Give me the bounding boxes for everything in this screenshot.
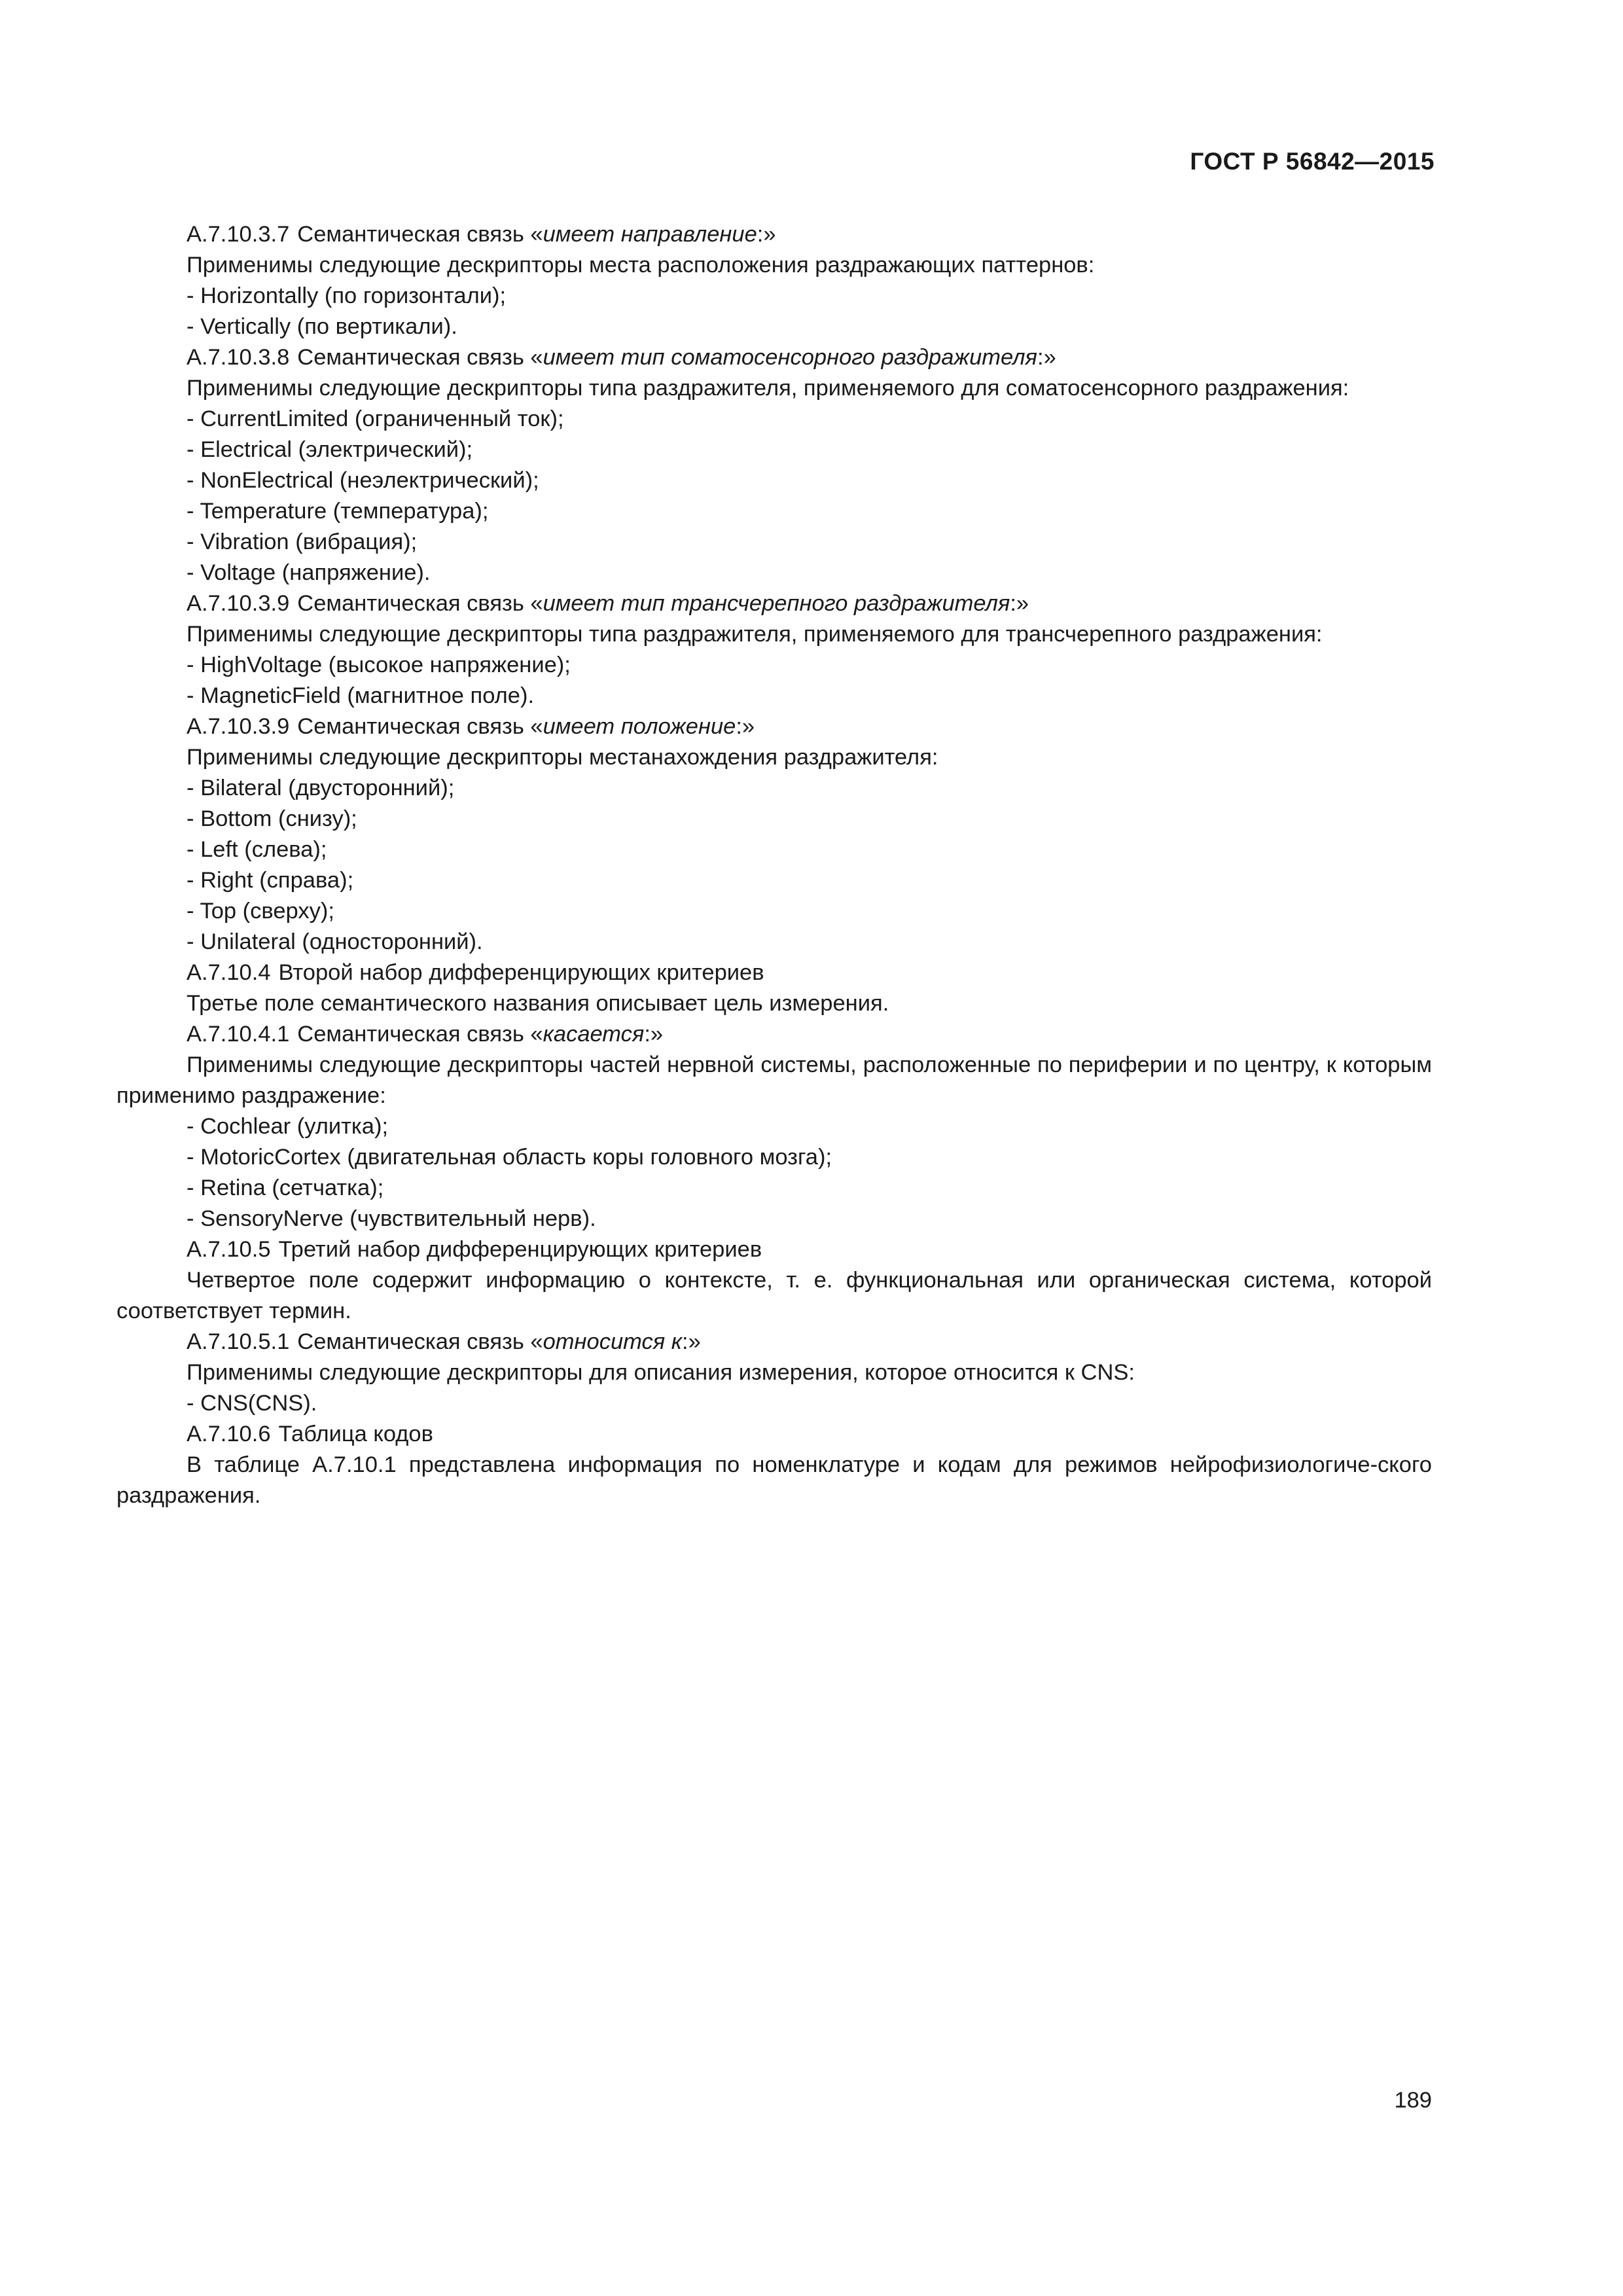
section-heading: А.7.10.4.1 Семантическая связь «касается:» xyxy=(116,1019,1432,1050)
paragraph: Применимы следующие дескрипторы типа раздражителя, применяемого для соматосенсорного раздражения: xyxy=(187,376,1349,401)
section-heading: А.7.10.3.7 Семантическая связь «имеет направление:» xyxy=(116,219,1432,250)
list-item: - CNS(CNS). xyxy=(187,1391,317,1416)
section-heading: А.7.10.6 Таблица кодов xyxy=(116,1419,1432,1450)
paragraph: Применимы следующие дескрипторы частей нервной системы, расположенные по периферии и по центру, к которым применимо раздражение: xyxy=(116,1052,1432,1108)
list-item: - Temperature (температура); xyxy=(187,499,489,524)
page-number: 189 xyxy=(1394,2088,1432,2113)
clause-number: А.7.10.6 xyxy=(187,1422,271,1446)
section-heading: А.7.10.3.9 Семантическая связь «имеет тип трансчерепного раздражителя:» xyxy=(116,588,1432,619)
list-item: - Vertically (по вертикали). xyxy=(187,314,457,339)
list-item: - MagneticField (магнитное поле). xyxy=(187,683,535,708)
paragraph: Применимы следующие дескрипторы места расположения раздражающих паттернов: xyxy=(187,253,1095,278)
list-item: - Voltage (напряжение). xyxy=(187,560,431,585)
list-item: - Top (сверху); xyxy=(187,899,334,924)
clause-number: А.7.10.5.1 xyxy=(187,1329,290,1354)
paragraph: Применимы следующие дескрипторы типа раздражителя, применяемого для трансчерепного раздражения: xyxy=(187,622,1323,647)
clause-number: А.7.10.4.1 xyxy=(187,1022,290,1047)
list-item: - Left (слева); xyxy=(187,837,327,862)
list-item: - MotoricCortex (двигательная область коры головного мозга); xyxy=(187,1145,832,1170)
list-item: - Horizontally (по горизонтали); xyxy=(187,283,507,308)
list-item: - CurrentLimited (ограниченный ток); xyxy=(187,406,564,431)
list-item: - NonElectrical (неэлектрический); xyxy=(187,468,539,493)
paragraph: Применимы следующие дескрипторы местанахождения раздражителя: xyxy=(187,745,938,770)
paragraph: Применимы следующие дескрипторы для описания измерения, которое относится к CNS: xyxy=(187,1360,1135,1385)
list-item: - Unilateral (односторонний). xyxy=(187,929,483,954)
list-item: - Electrical (электрический); xyxy=(187,437,473,462)
list-item: - Retina (сетчатка); xyxy=(187,1175,384,1200)
section-heading: А.7.10.5 Третий набор дифференцирующих критериев xyxy=(116,1234,1432,1265)
list-item: - Bottom (снизу); xyxy=(187,806,357,831)
clause-number: А.7.10.5 xyxy=(187,1237,271,1262)
section-heading: А.7.10.3.9 Семантическая связь «имеет положение:» xyxy=(116,711,1432,742)
section-heading: А.7.10.3.8 Семантическая связь «имеет тип соматосенсорного раздражителя:» xyxy=(116,342,1432,373)
clause-number: А.7.10.3.9 xyxy=(187,714,290,739)
paragraph: В таблице А.7.10.1 представлена информация по номенклатуре и кодам для режимов нейрофизиологиче-ского раздражения. xyxy=(116,1452,1432,1508)
clause-number: А.7.10.3.8 xyxy=(187,345,290,370)
list-item: - Bilateral (двусторонний); xyxy=(187,776,455,800)
document-code: ГОСТ Р 56842—2015 xyxy=(1190,148,1435,175)
section-heading: А.7.10.4 Второй набор дифференцирующих критериев xyxy=(116,958,1432,988)
document-body xyxy=(116,219,1432,1511)
paragraph: Четвертое поле содержит информацию о контексте, т. е. функциональная или органическая система, которой соответствует термин. xyxy=(116,1268,1432,1323)
list-item: - Vibration (вибрация); xyxy=(187,529,418,554)
clause-number: А.7.10.3.7 xyxy=(187,222,290,247)
list-item: - Right (справа); xyxy=(187,868,354,893)
clause-number: А.7.10.4 xyxy=(187,960,271,985)
clause-number: А.7.10.3.9 xyxy=(187,591,290,616)
paragraph: Третье поле семантического названия описывает цель измерения. xyxy=(187,991,889,1016)
list-item: - SensoryNerve (чувствительный нерв). xyxy=(187,1206,596,1231)
list-item: - Cochlear (улитка); xyxy=(187,1114,389,1139)
section-heading: А.7.10.5.1 Семантическая связь «относится к:» xyxy=(116,1327,1432,1357)
list-item: - HighVoltage (высокое напряжение); xyxy=(187,653,571,677)
